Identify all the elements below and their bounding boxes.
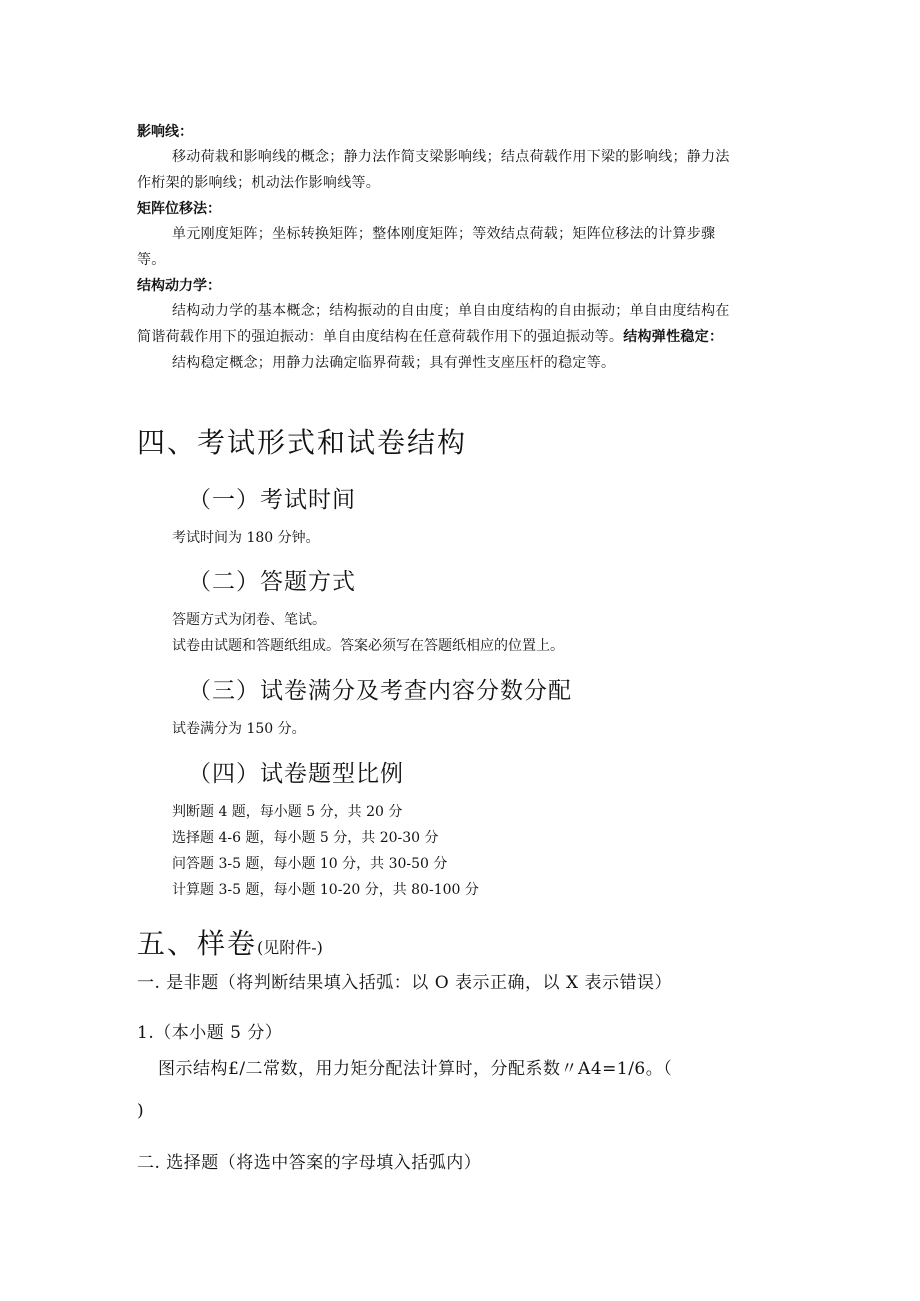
- question-types-title: （四）试卷题型比例: [188, 761, 404, 787]
- question-1-close: ): [137, 1101, 145, 1121]
- section-5-title-note: (见附件-): [257, 938, 323, 957]
- question-1-text: 图示结构£/二常数，用力矩分配法计算时，分配系数〃A4=1/6。（: [158, 1059, 673, 1079]
- question-type-item: 判断题 4 题，每小题 5 分，共 20 分: [172, 804, 403, 820]
- stability-text: 结构稳定概念；用静力法确定临界荷载；具有弹性支座压杆的稳定等。: [172, 355, 616, 371]
- section-5-title: [137, 922, 323, 962]
- dynamics-text-2: [137, 326, 723, 346]
- question-type-item: 问答题 3-5 题，每小题 10 分，共 30-50 分: [172, 856, 448, 872]
- question-1-label: 1.（本小题 5 分）: [137, 1023, 283, 1043]
- true-false-heading: 一. 是非题（将判断结果填入括弧：以 O 表示正确，以 X 表示错误）: [137, 973, 672, 993]
- section-5-title-text: 五、样卷: [137, 927, 258, 960]
- section-4-title: 四、考试形式和试卷结构: [137, 426, 468, 459]
- dynamics-text-1: 结构动力学的基本概念；结构振动的自由度；单自由度结构的自由振动；单自由度结构在: [172, 303, 730, 319]
- full-score-text: 试卷满分为 150 分。: [172, 721, 306, 737]
- influence-lines-text-2: 作桁架的影响线；机动法作影响线等。: [137, 175, 381, 191]
- exam-time-text: 考试时间为 180 分钟。: [172, 530, 320, 546]
- stability-heading: 结构弹性稳定：: [623, 329, 724, 345]
- exam-time-title: （一）考试时间: [188, 487, 356, 513]
- dynamics-heading: 结构动力学：: [137, 278, 221, 294]
- matrix-method-heading: 矩阵位移法：: [137, 201, 221, 217]
- question-type-item: 选择题 4-6 题，每小题 5 分，共 20-30 分: [172, 830, 439, 846]
- choice-heading: 二. 选择题（将选中答案的字母填入括弧内）: [137, 1153, 482, 1173]
- full-score-title: （三）试卷满分及考查内容分数分配: [188, 678, 572, 704]
- question-type-item: 计算题 3-5 题，每小题 10-20 分，共 80-100 分: [172, 882, 479, 898]
- answer-method-text-1: 答题方式为闭卷、笔试。: [172, 612, 326, 628]
- dynamics-text-2-body: 简谐荷载作用下的强迫振动：单自由度结构在任意荷载作用下的强迫振动等。: [137, 329, 624, 345]
- answer-method-title: （二）答题方式: [188, 569, 356, 595]
- answer-method-text-2: 试卷由试题和答题纸组成。答案必须写在答题纸相应的位置上。: [172, 638, 564, 654]
- influence-lines-text-1: 移动荷栽和影响线的概念；静力法作简支梁影响线；结点荷载作用下梁的影响线；静力法: [172, 149, 730, 165]
- influence-lines-heading: 影响线：: [137, 124, 193, 140]
- matrix-method-text-2: 等。: [137, 252, 166, 268]
- matrix-method-text-1: 单元刚度矩阵；坐标转换矩阵；整体刚度矩阵；等效结点荷载；矩阵位移法的计算步骤: [172, 226, 716, 242]
